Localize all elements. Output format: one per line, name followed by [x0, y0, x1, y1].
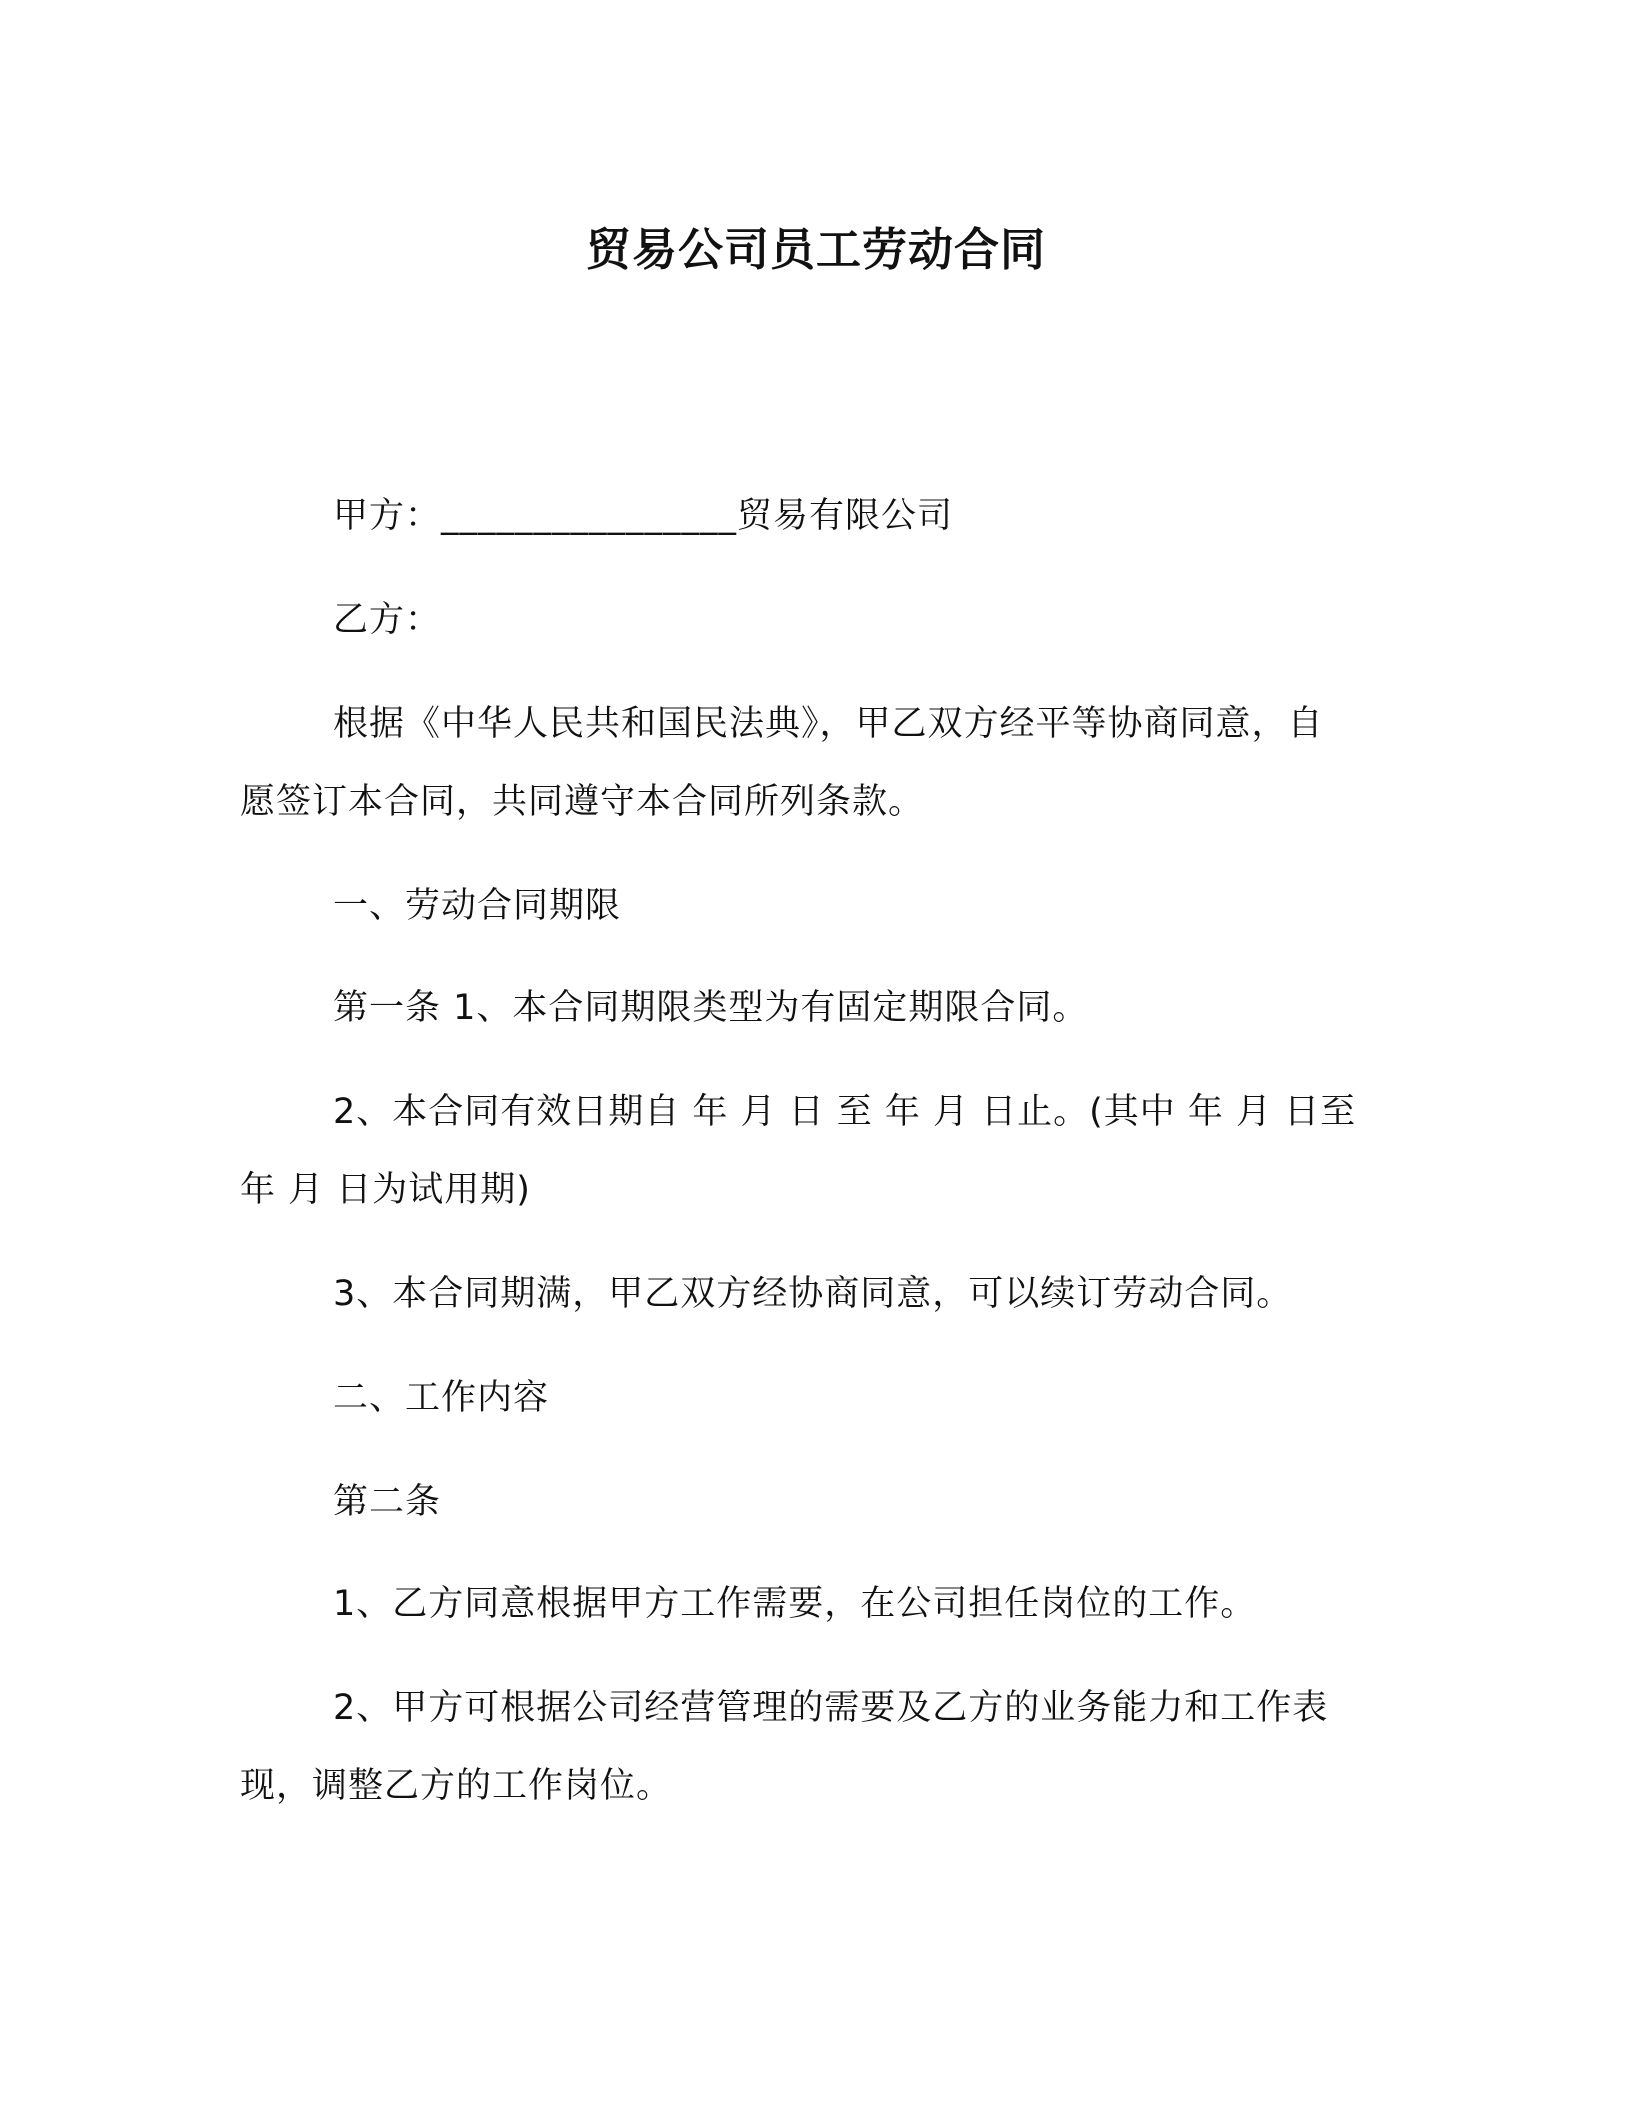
term-dates-line-1: 2、本合同有效日期自 年 月 日 至 年 月 日止。(其中 年 月 日至 — [333, 1092, 1357, 1132]
term-dates-line-2: 年 月 日为试用期) — [240, 1170, 531, 1210]
article-2-line: 第二条 — [333, 1482, 442, 1522]
job-adjust-line-1: 2、甲方可根据公司经营管理的需要及乙方的业务能力和工作表 — [333, 1688, 1329, 1728]
renewal-line: 3、本合同期满，甲乙双方经协商同意，可以续订劳动合同。 — [333, 1274, 1293, 1314]
article-1-line: 第一条 1、本合同期限类型为有固定期限合同。 — [333, 988, 1089, 1028]
job-position-line: 1、乙方同意根据甲方工作需要，在公司担任岗位的工作。 — [333, 1584, 1257, 1624]
section-2-heading: 二、工作内容 — [333, 1378, 550, 1418]
party-a-line: 甲方：________________贸易有限公司 — [333, 496, 954, 536]
party-b-line: 乙方： — [333, 600, 442, 640]
intro-line-1: 根据《中华人民共和国民法典》，甲乙双方经平等协商同意，自 — [333, 704, 1324, 744]
intro-line-2: 愿签订本合同，共同遵守本合同所列条款。 — [240, 782, 925, 822]
section-1-heading: 一、劳动合同期限 — [333, 886, 622, 926]
document-title: 贸易公司员工劳动合同 — [585, 223, 1046, 276]
job-adjust-line-2: 现，调整乙方的工作岗位。 — [240, 1766, 673, 1806]
